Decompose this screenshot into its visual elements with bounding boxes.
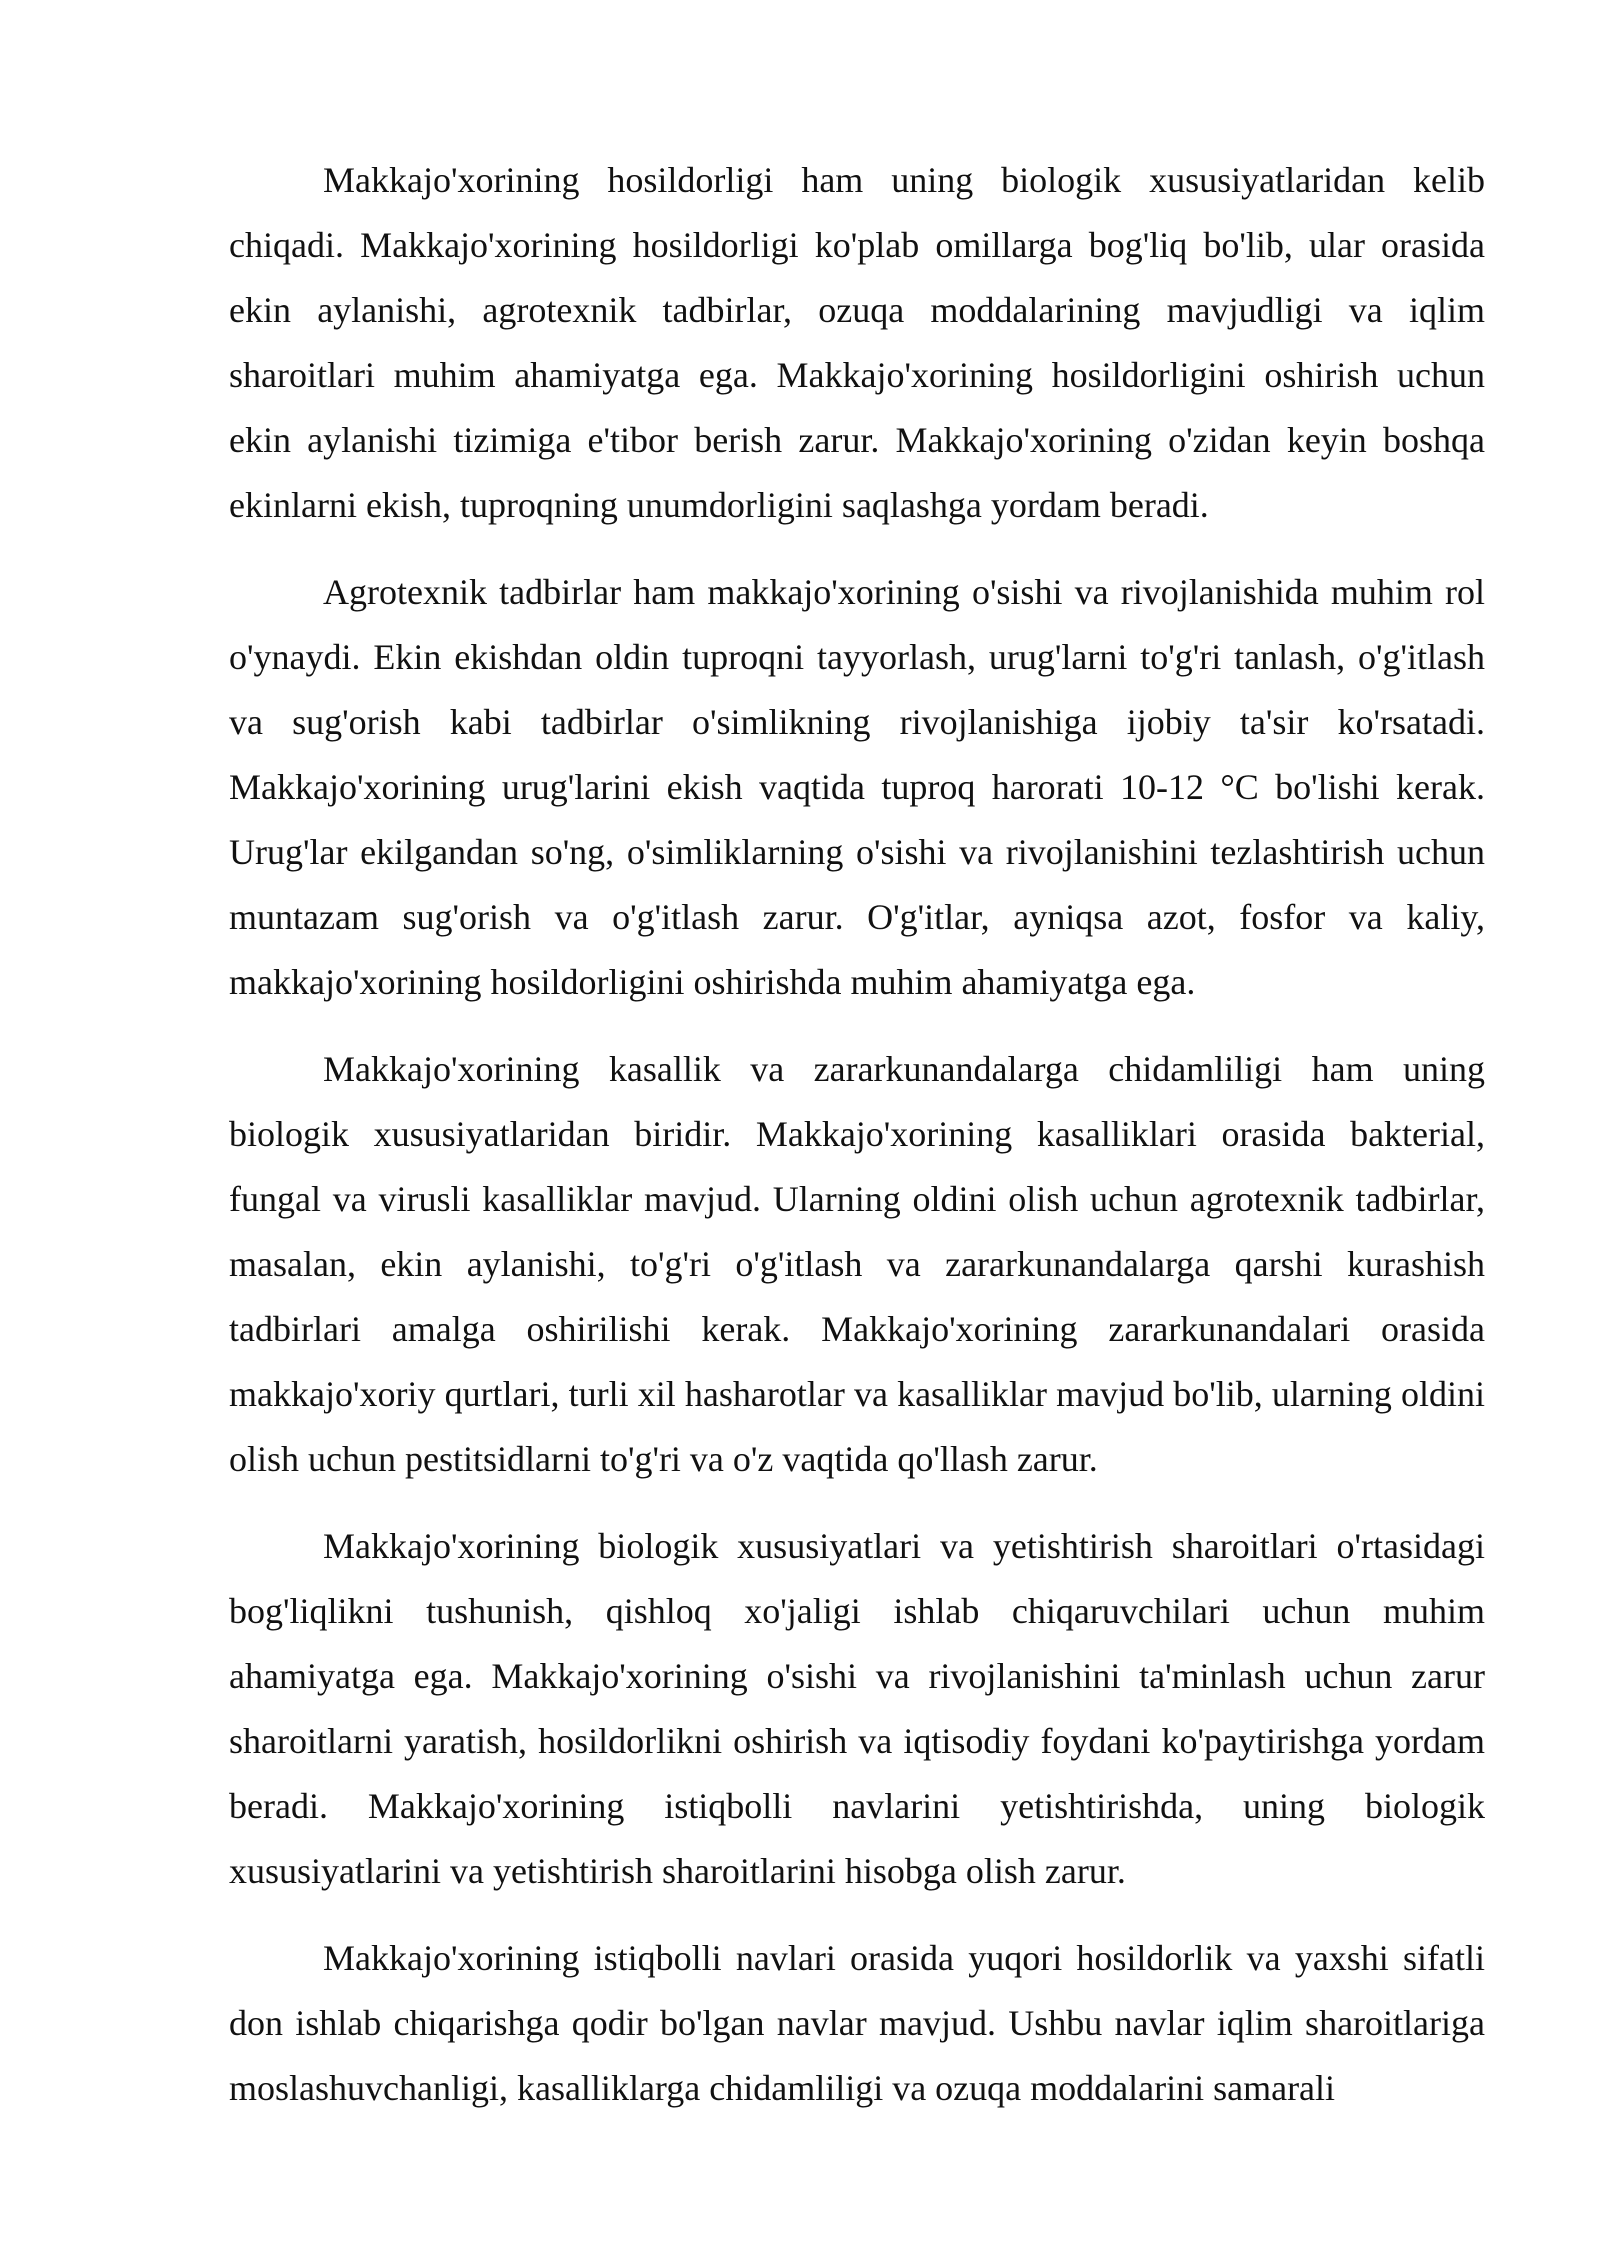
paragraph-3: Makkajo'xorining kasallik va zararkunandalarga chidamliligi ham uning biologik xususiyatlaridan biridir. Makkajo'xorining kasalliklari orasida bakterial, fungal va virusli kasalliklar mavjud. Ularning oldini olish uchun agrotexnik tadbirlar, masalan, ekin aylanishi, to'g'ri o'g'itlash va zararkunandalarga qarshi kurashish tadbirlari amalga oshirilishi kerak. Makkajo'xorining zararkunandalari orasida makkajo'xoriy qurtlari, turli xil hasharotlar va kasalliklar mavjud bo'lib, ularning oldini olish uchun pestitsidlarni to'g'ri va o'z vaqtida qo'llash zarur. [229,1049,1485,1479]
paragraph-4: Makkajo'xorining biologik xususiyatlari va yetishtirish sharoitlari o'rtasidagi bog'liqlikni tushunish, qishloq xo'jaligi ishlab chiqaruvchilari uchun muhim ahamiyatga ega. Makkajo'xorining o'sishi va rivojlanishini ta'minlash uchun zarur sharoitlarni yaratish, hosildorlikni oshirish va iqtisodiy foydani ko'paytirishga yordam beradi. Makkajo'xorining istiqbolli navlarini yetishtirishda, uning biologik xususiyatlarini va yetishtirish sharoitlarini hisobga olish zarur. [229,1526,1485,1891]
document-body [229,148,1485,2121]
paragraph-1: Makkajo'xorining hosildorligi ham uning biologik xususiyatlaridan kelib chiqadi. Makkajo'xorining hosildorligi ko'plab omillarga bog'liq bo'lib, ular orasida ekin aylanishi, agrotexnik tadbirlar, ozuqa moddalarining mavjudligi va iqlim sharoitlari muhim ahamiyatga ega. Makkajo'xorining hosildorligini oshirish uchun ekin aylanishi tizimiga e'tibor berish zarur. Makkajo'xorining o'zidan keyin boshqa ekinlarni ekish, tuproqning unumdorligini saqlashga yordam beradi. [229,160,1485,525]
paragraph-2: Agrotexnik tadbirlar ham makkajo'xorining o'sishi va rivojlanishida muhim rol o'ynaydi. Ekin ekishdan oldin tuproqni tayyorlash, urug'larni to'g'ri tanlash, o'g'itlash va sug'orish kabi tadbirlar o'simlikning rivojlanishiga ijobiy ta'sir ko'rsatadi. Makkajo'xorining urug'larini ekish vaqtida tuproq harorati 10-12 °C bo'lishi kerak. Urug'lar ekilgandan so'ng, o'simliklarning o'sishi va rivojlanishini tezlashtirish uchun muntazam sug'orish va o'g'itlash zarur. O'g'itlar, ayniqsa azot, fosfor va kaliy, makkajo'xorining hosildorligini oshirishda muhim ahamiyatga ega. [229,572,1485,1002]
paragraph-5: Makkajo'xorining istiqbolli navlari orasida yuqori hosildorlik va yaxshi sifatli don ishlab chiqarishga qodir bo'lgan navlar mavjud. Ushbu navlar iqlim sharoitlariga moslashuvchanligi, kasalliklarga chidamliligi va ozuqa moddalarini samarali [229,1938,1485,2108]
